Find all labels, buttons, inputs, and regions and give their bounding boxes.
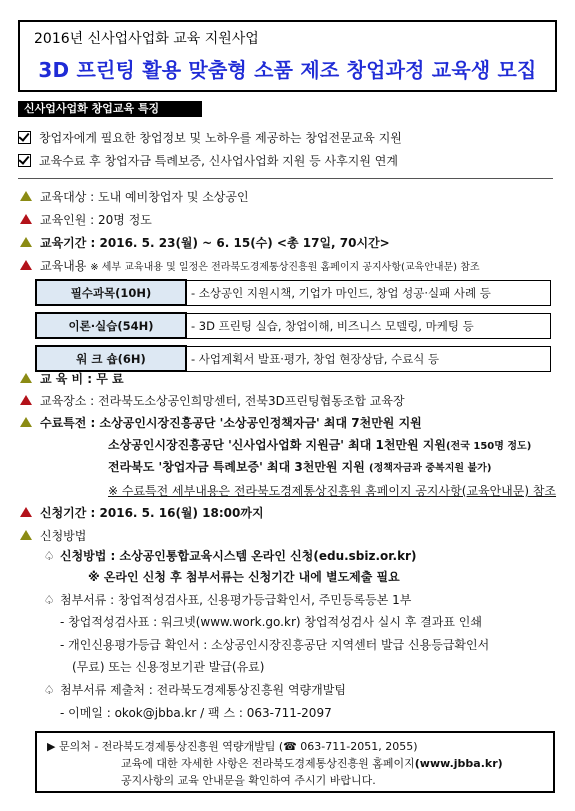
curriculum-label: 필수과목(10H) (36, 280, 186, 305)
method-row: 신청방법 (20, 528, 86, 544)
bell-icon: ♤ (43, 549, 55, 563)
period-row: 교육기간 : 2016. 5. 23(월) ~ 6. 15(수) <총 17일, 70시간> (20, 235, 390, 251)
content-note: ※ 세부 교육내용 및 일정은 전라북도경제통상진흥원 홈페이지 공지사항(교육안내문) 참조 (90, 262, 480, 273)
contact-line-3: 공지사항의 교육 안내문을 확인하여 주시기 바랍니다. (121, 774, 376, 787)
benefit-3: 전라북도 '창업자금 특례보증' 최대 3천만원 지원 (정책자금과 중복지원 불가) (108, 460, 492, 474)
feature-label: 신사업사업화 창업교육 특징 (18, 101, 202, 117)
curriculum-label: 이론·실습(54H) (36, 313, 186, 338)
benefit-1: 소상공인시장진흥공단 '소상공인정책자금' 최대 7천만원 지원 (99, 416, 422, 430)
feature-item-1: 창업자에게 필요한 창업정보 및 노하우를 제공하는 창업전문교육 지원 (18, 129, 402, 146)
header-subtitle: 2016년 신사업사업화 교육 지원사업 (34, 31, 259, 47)
triangle-icon (20, 395, 32, 405)
method-docs: ♤ 첨부서류 : 창업적성검사표, 신용평가등급확인서, 주민등록등본 1부 (43, 593, 412, 607)
divider (18, 178, 553, 179)
triangle-icon (20, 260, 32, 270)
curriculum-desc: - 소상공인 지원시책, 기업가 마인드, 창업 성공·실패 사례 등 (186, 280, 551, 305)
table-row (36, 313, 551, 338)
fee-row: 교 육 비 : 무 료 (20, 371, 124, 387)
curriculum-table (35, 279, 551, 372)
target-row: 교육대상 : 도내 예비창업자 및 소상공인 (20, 189, 249, 205)
curriculum-desc: - 사업계획서 발표·평가, 창업 현장상담, 수료식 등 (186, 346, 551, 371)
method-submit: ♤ 첨부서류 제출처 : 전라북도경제통상진흥원 역량개발팀 (43, 683, 346, 697)
curriculum-desc: - 3D 프린팅 실습, 창업이해, 비즈니스 모델링, 마케팅 등 (186, 313, 551, 338)
checkbox-icon (18, 131, 31, 144)
curriculum-label: 워 크 숍(6H) (36, 346, 186, 371)
triangle-icon (20, 507, 32, 517)
triangle-icon (20, 237, 32, 247)
table-row (36, 280, 551, 305)
method-docs-1: - 창업적성검사표 : 워크넷(www.work.go.kr) 창업적성검사 실시 후 결과표 인쇄 (60, 615, 482, 629)
method-contact: - 이메일 : okok@jbba.kr / 팩 스 : 063-711-2097 (60, 706, 332, 720)
bell-icon: ♤ (43, 683, 55, 697)
contact-box (35, 731, 555, 793)
triangle-icon (20, 214, 32, 224)
checkbox-icon (18, 154, 31, 167)
bell-icon: ♤ (43, 593, 55, 607)
place-row: 교육장소 : 전라북도소상공인희망센터, 전북3D프린팅협동조합 교육장 (20, 393, 405, 409)
method-docs-2b: (무료) 또는 신용정보기관 발급(유료) (72, 660, 265, 674)
method-docs-2a: - 개인신용평가등급 확인서 : 소상공인시장진흥공단 지역센터 발급 신용등급확인서 (60, 638, 490, 652)
benefit-2: 소상공인시장진흥공단 '신사업사업화 지원금' 최대 1천만원 지원(전국 150명 정도) (108, 438, 532, 452)
count-row: 교육인원 : 20명 정도 (20, 212, 152, 228)
triangle-icon (20, 417, 32, 427)
benefit-row: 수료특전 : 소상공인시장진흥공단 '소상공인정책자금' 최대 7천만원 지원 (20, 415, 422, 431)
deadline-row: 신청기간 : 2016. 5. 16(월) 18:00까지 (20, 505, 264, 521)
header-box (18, 20, 557, 92)
page-title: 3D 프린팅 활용 맞춤형 소품 제조 창업과정 교육생 모집 (38, 58, 537, 82)
contact-line-1: ▶ 문의처 - 전라북도경제통상진흥원 역량개발팀 (☎ 063-711-2051, 2055) (47, 740, 418, 753)
table-row (36, 346, 551, 371)
triangle-icon (20, 191, 32, 201)
content-row: 교육내용 ※ 세부 교육내용 및 일정은 전라북도경제통상진흥원 홈페이지 공지사항(교육안내문) 참조 (20, 258, 480, 276)
contact-line-2: 교육에 대한 자세한 사항은 전라북도경제통상진흥원 홈페이지(www.jbba.kr) (121, 757, 503, 770)
triangle-icon (20, 373, 32, 383)
triangle-icon (20, 530, 32, 540)
method-online: ♤ 신청방법 : 소상공인통합교육시스템 온라인 신청(edu.sbiz.or.kr) (43, 549, 417, 563)
pointer-icon: ▶ (47, 740, 56, 753)
feature-item-2: 교육수료 후 창업자금 특례보증, 신사업사업화 지원 등 사후지원 연계 (18, 152, 398, 169)
method-online-note: ※ 온라인 신청 후 첨부서류는 신청기간 내에 별도제출 필요 (88, 570, 400, 584)
benefit-note: ※ 수료특전 세부내용은 전라북도경제통상진흥원 홈페이지 공지사항(교육안내문) 참조 (108, 484, 557, 498)
